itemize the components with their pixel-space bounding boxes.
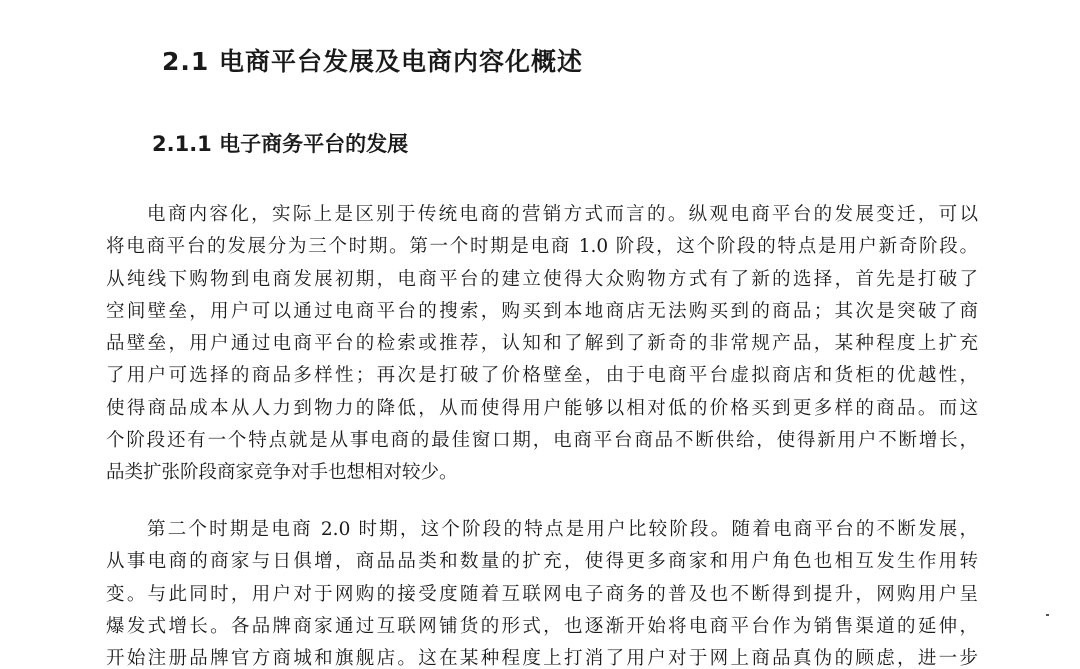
paragraph-line: 开始注册品牌官方商城和旗舰店。这在某种程度上打消了用户对于网上商品真伪的顾虑，进一步 [106, 648, 978, 669]
paragraph-line: 品类扩张阶段商家竞争对手也想相对较少。 [106, 462, 458, 484]
paragraph-line: 从事电商的商家与日俱增，商品品类和数量的扩充，使得更多商家和用户角色也相互发生作用转 [106, 551, 978, 573]
paragraph-line: 变。与此同时，用户对于网购的接受度随着互联网电子商务的普及也不断得到提升，网购用户呈 [106, 583, 978, 605]
subsection-heading: 2.1.1 电子商务平台的发展 [152, 132, 409, 156]
paragraph-line: 个阶段还有一个特点就是从事电商的最佳窗口期，电商平台商品不断供给，使得新用户不断增长， [106, 430, 978, 452]
paragraph-1 [106, 199, 978, 490]
paragraph-line: 品壁垒，用户通过电商平台的检索或推荐，认知和了解到了新奇的非常规产品，某种程度上扩充 [106, 333, 978, 355]
paragraph-line: 爆发式增长。各品牌商家通过互联网铺货的形式，也逐渐开始将电商平台作为销售渠道的延伸， [106, 615, 978, 637]
scan-speck [1046, 614, 1049, 616]
paragraph-line: 从纯线下购物到电商发展初期，电商平台的建立使得大众购物方式有了新的选择，首先是打破了 [106, 268, 978, 290]
paragraph-line: 将电商平台的发展分为三个时期。第一个时期是电商 1.0 阶段，这个阶段的特点是用户新奇阶段。 [106, 236, 978, 258]
paragraph-line: 使得商品成本从人力到物力的降低，从而使得用户能够以相对低的价格买到更多样的商品。而这 [106, 397, 978, 419]
section-heading: 2.1 电商平台发展及电商内容化概述 [162, 47, 583, 76]
paragraph-line: 电商内容化，实际上是区别于传统电商的营销方式而言的。纵观电商平台的发展变迁，可以 [147, 204, 978, 225]
paragraph-2 [106, 514, 978, 669]
paragraph-line: 了用户可选择的商品多样性；再次是打破了价格壁垒，由于电商平台虚拟商店和货柜的优越性， [106, 365, 978, 387]
paragraph-line: 空间壁垒，用户可以通过电商平台的搜索，购买到本地商店无法购买到的商品；其次是突破了商 [106, 300, 978, 322]
paragraph-line: 第二个时期是电商 2.0 时期，这个阶段的特点是用户比较阶段。随着电商平台的不断发展， [147, 519, 978, 540]
